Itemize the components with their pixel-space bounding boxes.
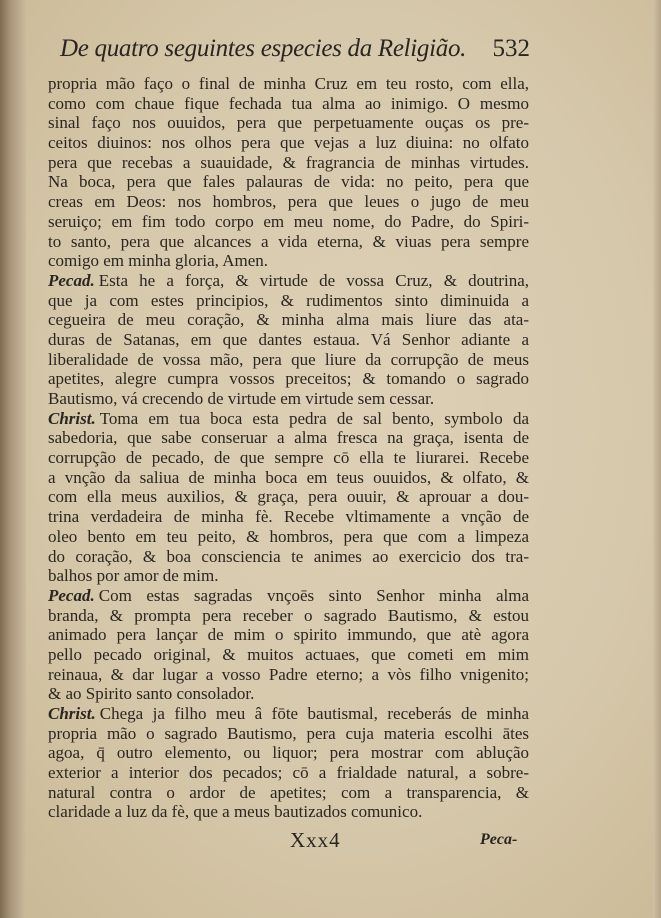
line-text: Com estas sagradas vnçoēs sinto Senhor minha alma <box>98 585 529 605</box>
line-text: balhos por amor de mim. <box>48 566 219 586</box>
text-line <box>48 783 529 803</box>
speaker-label: Pecad. <box>48 585 95 605</box>
catchword: Peca- <box>480 831 518 848</box>
page-number: 532 <box>492 35 530 62</box>
text-line <box>48 271 529 291</box>
line-text: to santo, pera que alcances a vida eterna, & viuas pera sempre <box>48 231 529 251</box>
body-text <box>48 74 529 822</box>
text-line <box>48 192 529 212</box>
signature-mark: Xxx4 <box>290 828 341 852</box>
text-line <box>48 448 529 468</box>
line-text: liberalidade de vossa mão, pera que liure da corrupção de meus <box>48 349 529 369</box>
line-text: que ja com estes principios, & rudimentos sinto diminuida a <box>48 290 529 310</box>
text-line <box>48 291 529 311</box>
line-text: trina verdadeira de minha fè. Recebe vltimamente a vnção de <box>48 507 529 527</box>
line-text: reinaua, & dar lugar a vosso Padre eterno; a vòs filho vnigenito; <box>48 664 529 684</box>
text-line <box>48 251 529 271</box>
line-text: sinal faço nos ouuidos, pera que perpetuamente ouças os pre- <box>48 113 529 133</box>
line-text: & ao Spirito santo consolador. <box>48 684 255 704</box>
line-text: apetites, alegre cumpra vossos preceitos; & tomando o sagrado <box>48 369 529 389</box>
text-line <box>48 389 529 409</box>
line-text: animado pera lançar de mim o spirito immundo, que atè agora <box>48 625 529 645</box>
line-text: do coração, & boa consciencia te animes ao exercicio dos tra- <box>48 546 529 566</box>
text-line <box>48 704 529 724</box>
text-line <box>48 74 529 94</box>
text-line <box>48 330 529 350</box>
text-line <box>48 369 529 389</box>
line-text: agoa, q̄ outro elemento, ou liquor; pera mostrar com ablução <box>48 743 529 763</box>
text-line <box>48 802 529 822</box>
line-text: Chega ja filho meu â fōte bautismal, receberás de minha <box>99 704 529 723</box>
line-text: Toma em tua boca esta pedra de sal bento, symbolo da <box>99 408 529 428</box>
line-text: ceitos diuinos: nos olhos pera que vejas a luz diuina: no olfato <box>48 133 529 153</box>
text-line <box>48 409 529 429</box>
text-line <box>48 113 529 133</box>
page-header <box>60 34 530 66</box>
line-text: Na boca, pera que fales palauras de vida: no peito, pera que <box>48 172 529 192</box>
line-text: com ella meus auxilios, & graça, pera ouuir, & aprouar a dou- <box>48 487 529 507</box>
line-text: duras de Satanas, em que dantes estaua. Vá Senhor adiante a <box>48 329 529 349</box>
speaker-label: Pecad. <box>48 270 95 290</box>
line-text: Bautismo, vá crecendo de virtude em virtude sem cessar. <box>48 389 435 408</box>
text-line <box>48 547 529 567</box>
speaker-label: Christ. <box>48 408 96 428</box>
line-text: sabedoria, que sabe conseruar a alma fresca na graça, isenta de <box>48 428 529 448</box>
running-title: De quatro seguintes especies da Religião. <box>60 35 467 62</box>
text-line <box>48 684 529 704</box>
speaker-label: Christ. <box>48 704 96 723</box>
text-line <box>48 428 529 448</box>
line-text: cegueira de meu coração, & minha alma mais liure das ata- <box>48 310 529 330</box>
line-text: seruiço; em fim todo corpo em meu nome, do Padre, do Spiri- <box>48 211 529 231</box>
line-text: comigo em minha gloria, Amen. <box>48 251 269 271</box>
line-text: como com chaue fique fechada tua alma ao inimigo. O mesmo <box>48 93 529 113</box>
line-text: claridade a luz da fè, que a meus bautizados comunico. <box>48 802 423 822</box>
line-text: propria mão o sagrado Bautismo, pera cuja materia escolhi ātes <box>48 723 529 743</box>
text-line <box>48 645 529 665</box>
line-text: creas em Deos: nos hombros, pera que leues o jugo de meu <box>48 192 529 212</box>
text-line <box>48 468 529 488</box>
text-line <box>48 310 529 330</box>
text-line <box>48 507 529 527</box>
text-line <box>48 133 529 153</box>
text-line <box>48 625 529 645</box>
text-line <box>48 527 529 547</box>
text-line <box>48 743 529 763</box>
text-line <box>48 724 529 744</box>
line-text: pera que recebas a suauidade, & fragrancia de minhas virtudes. <box>48 152 529 172</box>
text-line <box>48 212 529 232</box>
text-line <box>48 172 529 192</box>
text-line <box>48 94 529 114</box>
line-text: exterior a interior dos pecados; cō a frialdade natural, a sobre- <box>48 763 529 783</box>
line-text: natural contra o ardor de apetites; com a transparencia, & <box>48 782 529 802</box>
line-text: pello pecado original, & muitos actuaes, que cometi em mim <box>48 644 529 664</box>
page-edge <box>653 0 661 918</box>
text-line <box>48 665 529 685</box>
text-line <box>48 350 529 370</box>
line-text: propria mão faço o final de minha Cruz em teu rosto, com ella, <box>48 74 529 93</box>
text-line <box>48 153 529 173</box>
line-text: branda, & prompta pera receber o sagrado Bautismo, & estou <box>48 605 529 625</box>
book-binding-edge <box>0 0 26 918</box>
line-text: a vnção da saliua de minha boca em teus ouuidos, & olfato, & <box>48 467 529 487</box>
text-line <box>48 606 529 626</box>
line-text: Esta he a força, & virtude de vossa Cruz, & doutrina, <box>98 270 529 290</box>
text-line <box>48 763 529 783</box>
line-text: corrupção de pecado, de que sempre cō ella te liurarei. Recebe <box>48 448 529 468</box>
text-line <box>48 487 529 507</box>
text-line <box>48 232 529 252</box>
text-line <box>48 586 529 606</box>
line-text: oleo bento em teu peito, & hombros, pera que com a limpeza <box>48 526 529 546</box>
text-line <box>48 566 529 586</box>
